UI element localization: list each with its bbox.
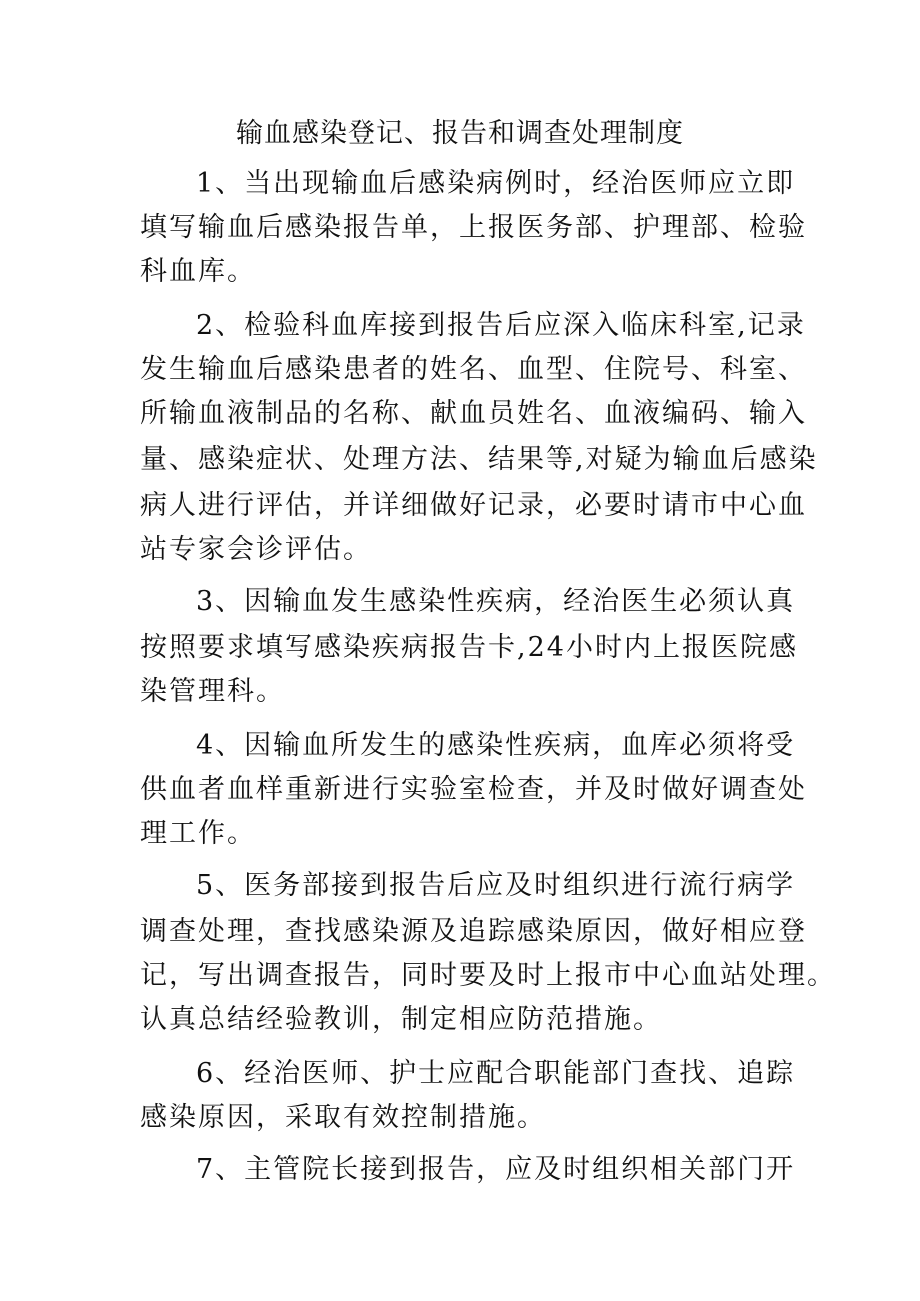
paragraph-5-line-2: 调查处理，查找感染源及追踪感染原因，做好相应登	[140, 916, 807, 947]
paragraph-3-line-1: 3、因输血发生感染性疾病，经治医生必须认真	[196, 586, 796, 617]
paragraph-6-line-2: 感染原因，采取有效控制措施。	[140, 1102, 546, 1133]
paragraph-4-line-1: 4、因输血所发生的感染性疾病，血库必须将受	[196, 730, 796, 761]
paragraph-2-line-3: 所输血液制品的名称、献血员姓名、血液编码、输入	[140, 398, 807, 429]
paragraph-1-line-2: 填写输血后感染报告单，上报医务部、护理部、检验	[140, 212, 807, 243]
document-title: 输血感染登记、报告和调查处理制度	[236, 118, 684, 149]
paragraph-2-line-2: 发生输血后感染患者的姓名、血型、住院号、科室、	[140, 354, 807, 385]
paragraph-4-line-2: 供血者血样重新进行实验室检查，并及时做好调查处	[140, 774, 807, 805]
paragraph-5-line-4: 认真总结经验教训，制定相应防范措施。	[140, 1004, 662, 1035]
paragraph-1-line-1: 1、当出现输血后感染病例时，经治医师应立即	[196, 168, 796, 199]
paragraph-3-line-3: 染管理科。	[140, 676, 285, 707]
paragraph-7-line-1: 7、主管院长接到报告，应及时组织相关部门开	[196, 1154, 796, 1185]
paragraph-6-line-1: 6、经治医师、护士应配合职能部门查找、追踪	[196, 1058, 796, 1089]
paragraph-2-line-5: 病人进行评估，并详细做好记录，必要时请市中心血	[140, 490, 807, 521]
paragraph-4-line-3: 理工作。	[140, 818, 256, 849]
paragraph-3-line-2: 按照要求填写感染疾病报告卡,24小时内上报医院感	[140, 632, 798, 663]
paragraph-5-line-1: 5、医务部接到报告后应及时组织进行流行病学	[196, 870, 796, 901]
paragraph-1-line-3: 科血库。	[140, 256, 256, 287]
paragraph-5-line-3: 记，写出调查报告，同时要及时上报市中心血站处理。	[140, 960, 836, 991]
paragraph-2-line-6: 站专家会诊评估。	[140, 534, 372, 565]
paragraph-2-line-1: 2、检验科血库接到报告后应深入临床科室,记录	[196, 310, 806, 341]
paragraph-2-line-4: 量、感染症状、处理方法、结果等,对疑为输血后感染	[140, 444, 818, 475]
